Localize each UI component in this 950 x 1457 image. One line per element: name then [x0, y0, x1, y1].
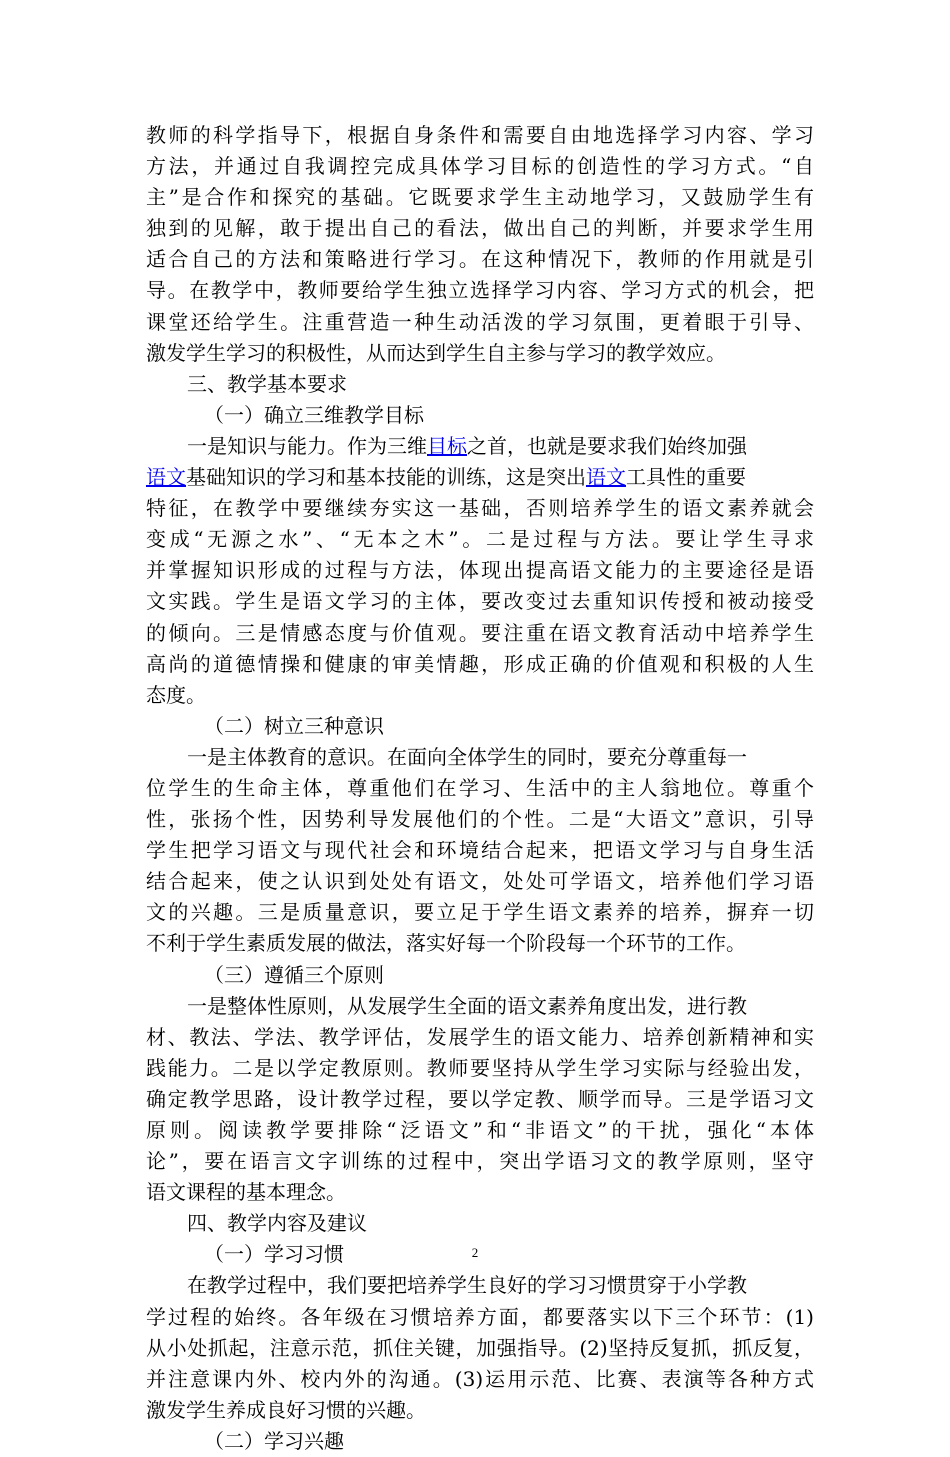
text-line: 在教学过程中，我们要把培养学生良好的学习习惯贯穿于小学教	[187, 1273, 747, 1298]
text-line: 方法，并通过自我调控完成具体学习目标的创造性的学习方式。“自	[146, 154, 814, 179]
text-line: 教师的科学指导下，根据自身条件和需要自由地选择学习内容、学习	[146, 123, 814, 147]
text-line: 特征，在教学中要继续夯实这一基础，否则培养学生的语文素养就会	[146, 496, 814, 521]
text-line: 语文基础知识的学习和基本技能的训练，这是突出语文工具性的重要	[146, 465, 746, 490]
text-line: 态度。	[146, 682, 206, 707]
text-line: 结合起来，使之认识到处处有语文，处处可学语文，培养他们学习语	[146, 869, 814, 894]
text-line: 学过程的始终。各年级在习惯培养方面，都要落实以下三个环节：(1)	[146, 1304, 814, 1329]
subsection-heading: （二）树立三种意识	[204, 713, 384, 738]
text-line: 原则。阅读教学要排除“泛语文”和“非语文”的干扰，强化“本体	[146, 1118, 814, 1142]
text-line: 语文课程的基本理念。	[146, 1180, 346, 1205]
text-line: 激发学生养成良好习惯的兴趣。	[146, 1397, 426, 1422]
text-line: 一是知识与能力。作为三维目标之首，也就是要求我们始终加强	[187, 433, 747, 458]
subsection-heading: （三）遵循三个原则	[204, 962, 384, 987]
text-line: 位学生的生命主体，尊重他们在学习、生活中的主人翁地位。尊重个	[146, 775, 814, 800]
text-line: 论”，要在语言文字训练的过程中，突出学语习文的教学原则，坚守	[146, 1149, 814, 1174]
text-line: 性，张扬个性，因势利导发展他们的个性。二是“大语文”意识，引导	[146, 807, 814, 832]
text-line: 高尚的道德情操和健康的审美情趣，形成正确的价值观和积极的人生	[146, 651, 814, 676]
subsection-heading: （一）学习习惯	[204, 1242, 344, 1267]
page-number: 2	[471, 1245, 479, 1260]
text-line: 变成“无源之水”、“无本之木”。二是过程与方法。要让学生寻求	[146, 527, 814, 552]
subsection-heading: （二）学习兴趣	[204, 1428, 344, 1453]
section-heading: 四、教学内容及建议	[187, 1211, 367, 1236]
text-line: 并注意课内外、校内外的沟通。(3)运用示范、比赛、表演等各种方式	[146, 1366, 814, 1391]
text-line: 的倾向。三是情感态度与价值观。要注重在语文教育活动中培养学生	[146, 620, 814, 645]
link-chinese-2[interactable]: 语文	[586, 465, 626, 490]
text-line: 文实践。学生是语文学习的主体，要改变过去重知识传授和被动接受	[146, 589, 814, 614]
text-line: 学生把学习语文与现代社会和环境结合起来，把语文学习与自身生活	[146, 838, 814, 863]
text-line: 一是整体性原则，从发展学生全面的语文素养角度出发，进行教	[187, 993, 747, 1018]
text-line: 从小处抓起，注意示范，抓住关键，加强指导。(2)坚持反复抓，抓反复，	[146, 1335, 814, 1360]
text-line: 材、教法、学法、教学评估，发展学生的语文能力、培养创新精神和实	[146, 1024, 814, 1049]
text-line: 一是主体教育的意识。在面向全体学生的同时，要充分尊重每一	[187, 744, 747, 769]
text-line: 适合自己的方法和策略进行学习。在这种情况下，教师的作用就是引	[146, 247, 814, 272]
text-line: 文的兴趣。三是质量意识，要立足于学生语文素养的培养，摒弃一切	[146, 900, 814, 925]
text-line: 独到的见解，敢于提出自己的看法，做出自己的判断，并要求学生用	[146, 216, 814, 241]
text-line: 确定教学思路，设计教学过程，要以学定教、顺学而导。三是学语习文	[146, 1086, 814, 1111]
text-line: 并掌握知识形成的过程与方法，体现出提高语文能力的主要途径是语	[146, 558, 814, 583]
section-heading: 三、教学基本要求	[187, 371, 347, 396]
text-line: 导。在教学中，教师要给学生独立选择学习内容、学习方式的机会，把	[146, 278, 814, 303]
text-line: 激发学生学习的积极性，从而达到学生自主参与学习的教学效应。	[146, 340, 726, 365]
text-line: 主”是合作和探究的基础。它既要求学生主动地学习，又鼓励学生有	[146, 185, 814, 210]
link-chinese[interactable]: 语文	[146, 465, 186, 490]
text-line: 践能力。二是以学定教原则。教师要坚持从学生学习实际与经验出发，	[146, 1055, 814, 1080]
text-line: 不利于学生素质发展的做法，落实好每一个阶段每一个环节的工作。	[146, 931, 746, 956]
subsection-heading: （一）确立三维教学目标	[204, 402, 424, 427]
text-line: 课堂还给学生。注重营造一种生动活泼的学习氛围，更着眼于引导、	[146, 309, 814, 334]
link-target[interactable]: 目标	[427, 433, 467, 458]
